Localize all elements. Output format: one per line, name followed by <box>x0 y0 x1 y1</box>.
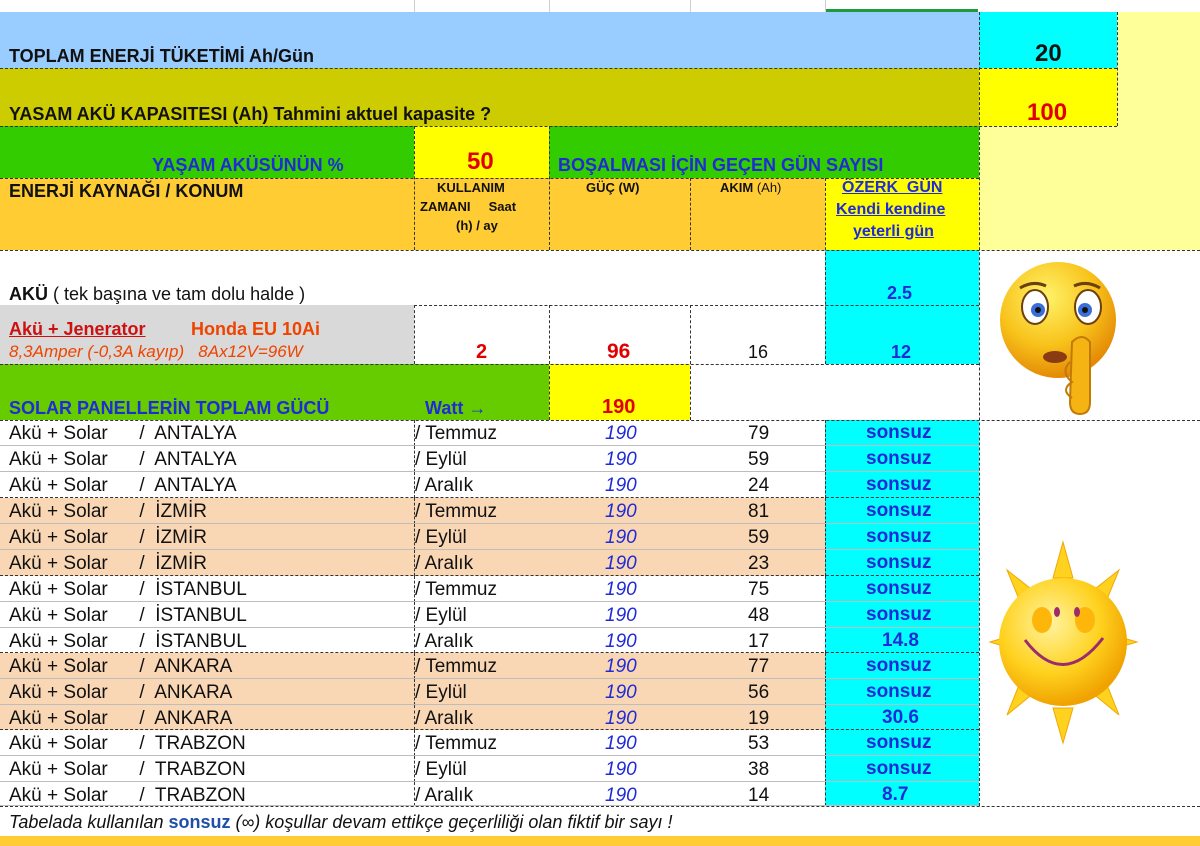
row-power: 190 <box>605 501 637 522</box>
row-power: 190 <box>605 656 637 677</box>
table-row <box>0 550 979 576</box>
table-row <box>0 730 979 756</box>
row-power: 190 <box>605 785 637 806</box>
solar-total-value: 190 <box>602 396 636 418</box>
smiling-sun <box>985 540 1140 745</box>
row-source: Akü + Solar / TRABZON <box>9 785 246 806</box>
table-row <box>0 782 979 806</box>
row-month: / Eylül <box>415 449 467 470</box>
row-current: 75 <box>748 579 770 600</box>
row-power: 190 <box>605 605 637 626</box>
battery-capacity-label: YASAM AKÜ KAPASITESI (Ah) Tahmini aktuel kapasite ? <box>9 104 492 124</box>
row-power: 190 <box>605 759 637 780</box>
table-row <box>0 472 979 498</box>
row-month: / Eylül <box>415 682 467 703</box>
row-power: 190 <box>605 553 637 574</box>
row-month: / Temmuz <box>415 423 498 444</box>
row-days: sonsuz <box>866 604 932 625</box>
row-current: 14 <box>748 785 770 806</box>
generator-current: 16 <box>748 342 769 362</box>
generator-hours: 2 <box>476 341 488 363</box>
row-source: Akü + Solar / TRABZON <box>9 759 246 780</box>
table-row <box>0 420 979 446</box>
generator-days: 12 <box>891 342 912 362</box>
generator-model: Honda EU 10Ai <box>191 319 321 339</box>
table-row <box>0 756 979 782</box>
solar-total-label: SOLAR PANELLERİN TOPLAM GÜCÜ <box>9 398 330 418</box>
row-power: 190 <box>605 733 637 754</box>
generator-link[interactable]: Akü + Jenerator <box>9 319 146 339</box>
row-days: sonsuz <box>866 681 932 702</box>
row-power: 190 <box>605 449 637 470</box>
row-month: / Eylül <box>415 605 467 626</box>
table-row <box>0 653 979 679</box>
thinking-emoji <box>990 262 1130 420</box>
row-source: Akü + Solar / İSTANBUL <box>9 605 247 626</box>
row-days: sonsuz <box>866 474 932 495</box>
table-row <box>0 679 979 705</box>
row-current: 59 <box>748 449 770 470</box>
row-power: 190 <box>605 708 637 729</box>
table-row <box>0 576 979 602</box>
table-row <box>0 628 979 653</box>
row-current: 77 <box>748 656 770 677</box>
row-days: sonsuz <box>866 552 932 573</box>
row-source: Akü + Solar / İZMİR <box>9 553 207 574</box>
row-current: 23 <box>748 553 770 574</box>
row-current: 17 <box>748 631 770 652</box>
total-energy-value: 20 <box>1035 40 1062 67</box>
row-days: sonsuz <box>866 578 932 599</box>
row-days: sonsuz <box>866 500 932 521</box>
row-days: sonsuz <box>866 655 932 676</box>
row-month: / Aralık <box>415 631 474 652</box>
row-source: Akü + Solar / ANKARA <box>9 708 233 729</box>
row-current: 48 <box>748 605 770 626</box>
generator-detail: 8,3Amper (-0,3A kayıp) 8Ax12V=96W <box>9 342 303 361</box>
row-power: 190 <box>605 475 637 496</box>
row-month: / Temmuz <box>415 656 498 677</box>
row-month: / Aralık <box>415 785 474 806</box>
row-current: 59 <box>748 527 770 548</box>
row-days: 14.8 <box>882 630 919 651</box>
row-days: sonsuz <box>866 526 932 547</box>
row-power: 190 <box>605 527 637 548</box>
table-row <box>0 524 979 550</box>
row-current: 24 <box>748 475 770 496</box>
table-row <box>0 446 979 472</box>
row-days: sonsuz <box>866 732 932 753</box>
footnote: Tabelada kullanılan sonsuz (∞) koşullar devam ettikçe geçerliliği olan fiktif bir sayı ! <box>9 812 673 832</box>
header-current-text: AKIM (Ah) <box>720 180 782 195</box>
row-days: sonsuz <box>866 758 932 779</box>
row-current: 79 <box>748 423 770 444</box>
row-current: 19 <box>748 708 770 729</box>
row-month: / Aralık <box>415 475 474 496</box>
row-power: 190 <box>605 682 637 703</box>
row-days: 8.7 <box>882 784 909 805</box>
table-row <box>0 705 979 730</box>
row-source: Akü + Solar / ANTALYA <box>9 475 237 496</box>
row-power: 190 <box>605 631 637 652</box>
discharge-label-right: BOŞALMASI İÇİN GEÇEN GÜN SAYISI <box>558 155 884 175</box>
row-month: / Eylül <box>415 759 467 780</box>
row-month: / Temmuz <box>415 579 498 600</box>
row-source: Akü + Solar / İZMİR <box>9 501 207 522</box>
row-current: 38 <box>748 759 770 780</box>
row-month: / Aralık <box>415 553 474 574</box>
row-month: / Temmuz <box>415 501 498 522</box>
row-month: / Aralık <box>415 708 474 729</box>
row-power: 190 <box>605 423 637 444</box>
table-row <box>0 602 979 628</box>
row-month: / Eylül <box>415 527 467 548</box>
row-current: 53 <box>748 733 770 754</box>
battery-only-label: AKÜ ( tek başına ve tam dolu halde ) <box>9 284 306 304</box>
row-days: sonsuz <box>866 448 932 469</box>
row-source: Akü + Solar / İZMİR <box>9 527 207 548</box>
table-row <box>0 498 979 524</box>
discharge-label-left: YAŞAM AKÜSÜNÜN % <box>152 155 344 175</box>
row-source: Akü + Solar / İSTANBUL <box>9 631 247 652</box>
discharge-percent-value: 50 <box>467 148 494 175</box>
row-source: Akü + Solar / ANKARA <box>9 682 233 703</box>
row-days: 30.6 <box>882 707 919 728</box>
generator-power: 96 <box>607 340 631 363</box>
row-source: Akü + Solar / İSTANBUL <box>9 579 247 600</box>
row-source: Akü + Solar / ANKARA <box>9 656 233 677</box>
total-energy-label: TOPLAM ENERJİ TÜKETİMİ Ah/Gün <box>9 46 314 66</box>
row-current: 81 <box>748 501 770 522</box>
row-days: sonsuz <box>866 422 932 443</box>
row-source: Akü + Solar / TRABZON <box>9 733 246 754</box>
battery-only-days: 2.5 <box>887 283 913 303</box>
row-source: Akü + Solar / ANTALYA <box>9 449 237 470</box>
solar-total-unit: Watt → <box>425 398 487 418</box>
row-power: 190 <box>605 579 637 600</box>
row-source: Akü + Solar / ANTALYA <box>9 423 237 444</box>
battery-capacity-value: 100 <box>1027 99 1068 126</box>
row-current: 56 <box>748 682 770 703</box>
row-month: / Temmuz <box>415 733 498 754</box>
